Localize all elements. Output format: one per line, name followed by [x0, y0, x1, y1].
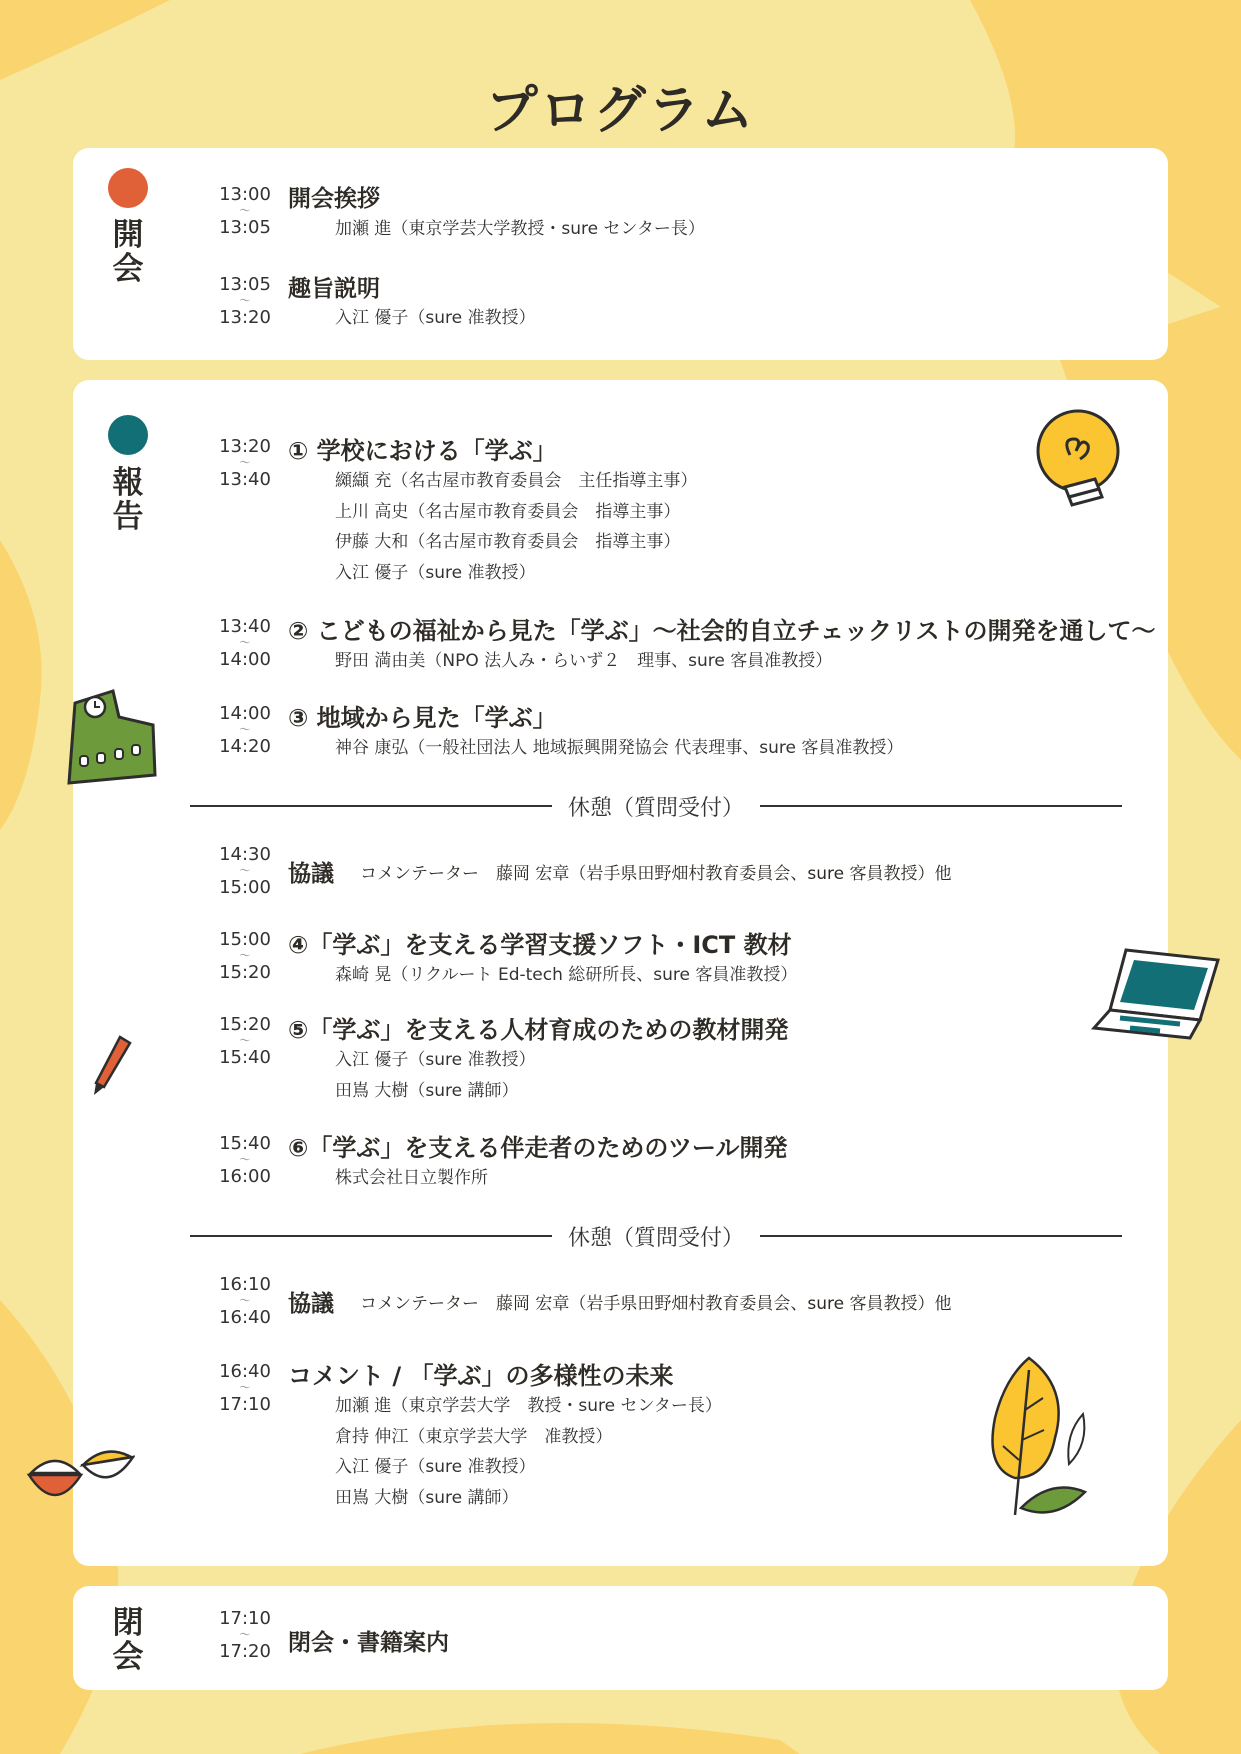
time-range: 16:10 〜 16:40: [219, 1274, 271, 1328]
commentator-note: コメンテーター 藤岡 宏章（岩手県田野畑村教育委員会、sure 客員教授）他: [360, 1294, 952, 1314]
closing-section-card: [73, 1586, 1168, 1690]
opening-section-label: 開 会: [112, 217, 144, 287]
program-title: ④「学ぶ」を支える学習支援ソフト・ICT 教材: [288, 931, 792, 959]
time-range: 13:00 〜 13:05: [219, 184, 271, 238]
time-range: 13:40 〜 14:00: [219, 616, 271, 670]
time-range: 15:40 〜 16:00: [219, 1133, 271, 1187]
program-title: 協議 コメンテーター 藤岡 宏章（岩手県田野畑村教育委員会、sure 客員教授）他: [288, 861, 952, 887]
page-title: プログラム: [485, 81, 756, 141]
program-title: ① 学校における「学ぶ」: [288, 437, 557, 465]
opening-section-marker: [108, 168, 148, 208]
break-divider: 休憩（質問受付）: [190, 788, 1122, 824]
program-title: 趣旨説明: [288, 276, 380, 302]
lightbulb-icon: [1025, 405, 1125, 515]
program-title: ⑥「学ぶ」を支える伴走者のためのツール開発: [288, 1134, 788, 1162]
school-building-icon: [55, 683, 165, 788]
program-title: コメント / 「学ぶ」の多様性の未来: [288, 1362, 674, 1390]
closing-section-label: 閉 会: [112, 1605, 144, 1675]
speaker-list: 神谷 康弘（一般社団法人 地域振興開発協会 代表理事、sure 客員准教授）: [335, 738, 904, 758]
program-title: 開会挨拶: [288, 186, 380, 212]
program-title: ② こどもの福祉から見た「学ぶ」～社会的自立チェックリストの開発を通して～: [288, 617, 1156, 645]
program-title: ③ 地域から見た「学ぶ」: [288, 704, 557, 732]
time-range: 15:00 〜 15:20: [219, 929, 271, 983]
program-title: ⑤「学ぶ」を支える人材育成のための教材開発: [288, 1016, 789, 1044]
program-title: 閉会・書籍案内: [288, 1630, 449, 1656]
speaker-list: 株式会社日立製作所: [335, 1168, 488, 1188]
speaker-list: 纐纈 充（名古屋市教育委員会 主任指導主事） 上川 高史（名古屋市教育委員会 指導主事） 伊藤 大和（名古屋市教育委員会 指導主事） 入江 優子（sure 准教授）: [335, 471, 698, 583]
time-range: 15:20 〜 15:40: [219, 1014, 271, 1068]
leaves-icon: [985, 1350, 1095, 1525]
time-range: 16:40 〜 17:10: [219, 1361, 271, 1415]
speaker-list: 森崎 晃（リクルート Ed-tech 総研所長、sure 客員准教授）: [335, 965, 798, 985]
speaker-list: 野田 満由美（NPO 法人み・らいず２ 理事、sure 客員准教授）: [335, 651, 833, 671]
time-range: 14:30 〜 15:00: [219, 844, 271, 898]
pencil-icon: [90, 1033, 135, 1098]
time-range: 13:20 〜 13:40: [219, 436, 271, 490]
program-title: 協議 コメンテーター 藤岡 宏章（岩手県田野畑村教育委員会、sure 客員教授）他: [288, 1291, 952, 1317]
speaker-list: 加瀬 進（東京学芸大学 教授・sure センター長） 倉持 伸江（東京学芸大学 准教授） 入江 優子（sure 准教授） 田嶌 大樹（sure 講師）: [335, 1396, 722, 1508]
report-section-label: 報 告: [112, 465, 144, 535]
break-divider: 休憩（質問受付）: [190, 1218, 1122, 1254]
report-section-marker: [108, 415, 148, 455]
speaker-list: 入江 優子（sure 准教授）: [335, 308, 536, 328]
rice-bowl-icon: [25, 1435, 135, 1520]
time-range: 14:00 〜 14:20: [219, 703, 271, 757]
speaker-list: 加瀬 進（東京学芸大学教授・sure センター長）: [335, 219, 705, 239]
speaker-list: 入江 優子（sure 准教授） 田嶌 大樹（sure 講師）: [335, 1050, 536, 1101]
laptop-icon: [1090, 940, 1225, 1050]
time-range: 17:10 〜 17:20: [219, 1608, 271, 1662]
time-range: 13:05 〜 13:20: [219, 274, 271, 328]
opening-section-card: [73, 148, 1168, 360]
commentator-note: コメンテーター 藤岡 宏章（岩手県田野畑村教育委員会、sure 客員教授）他: [360, 864, 952, 884]
